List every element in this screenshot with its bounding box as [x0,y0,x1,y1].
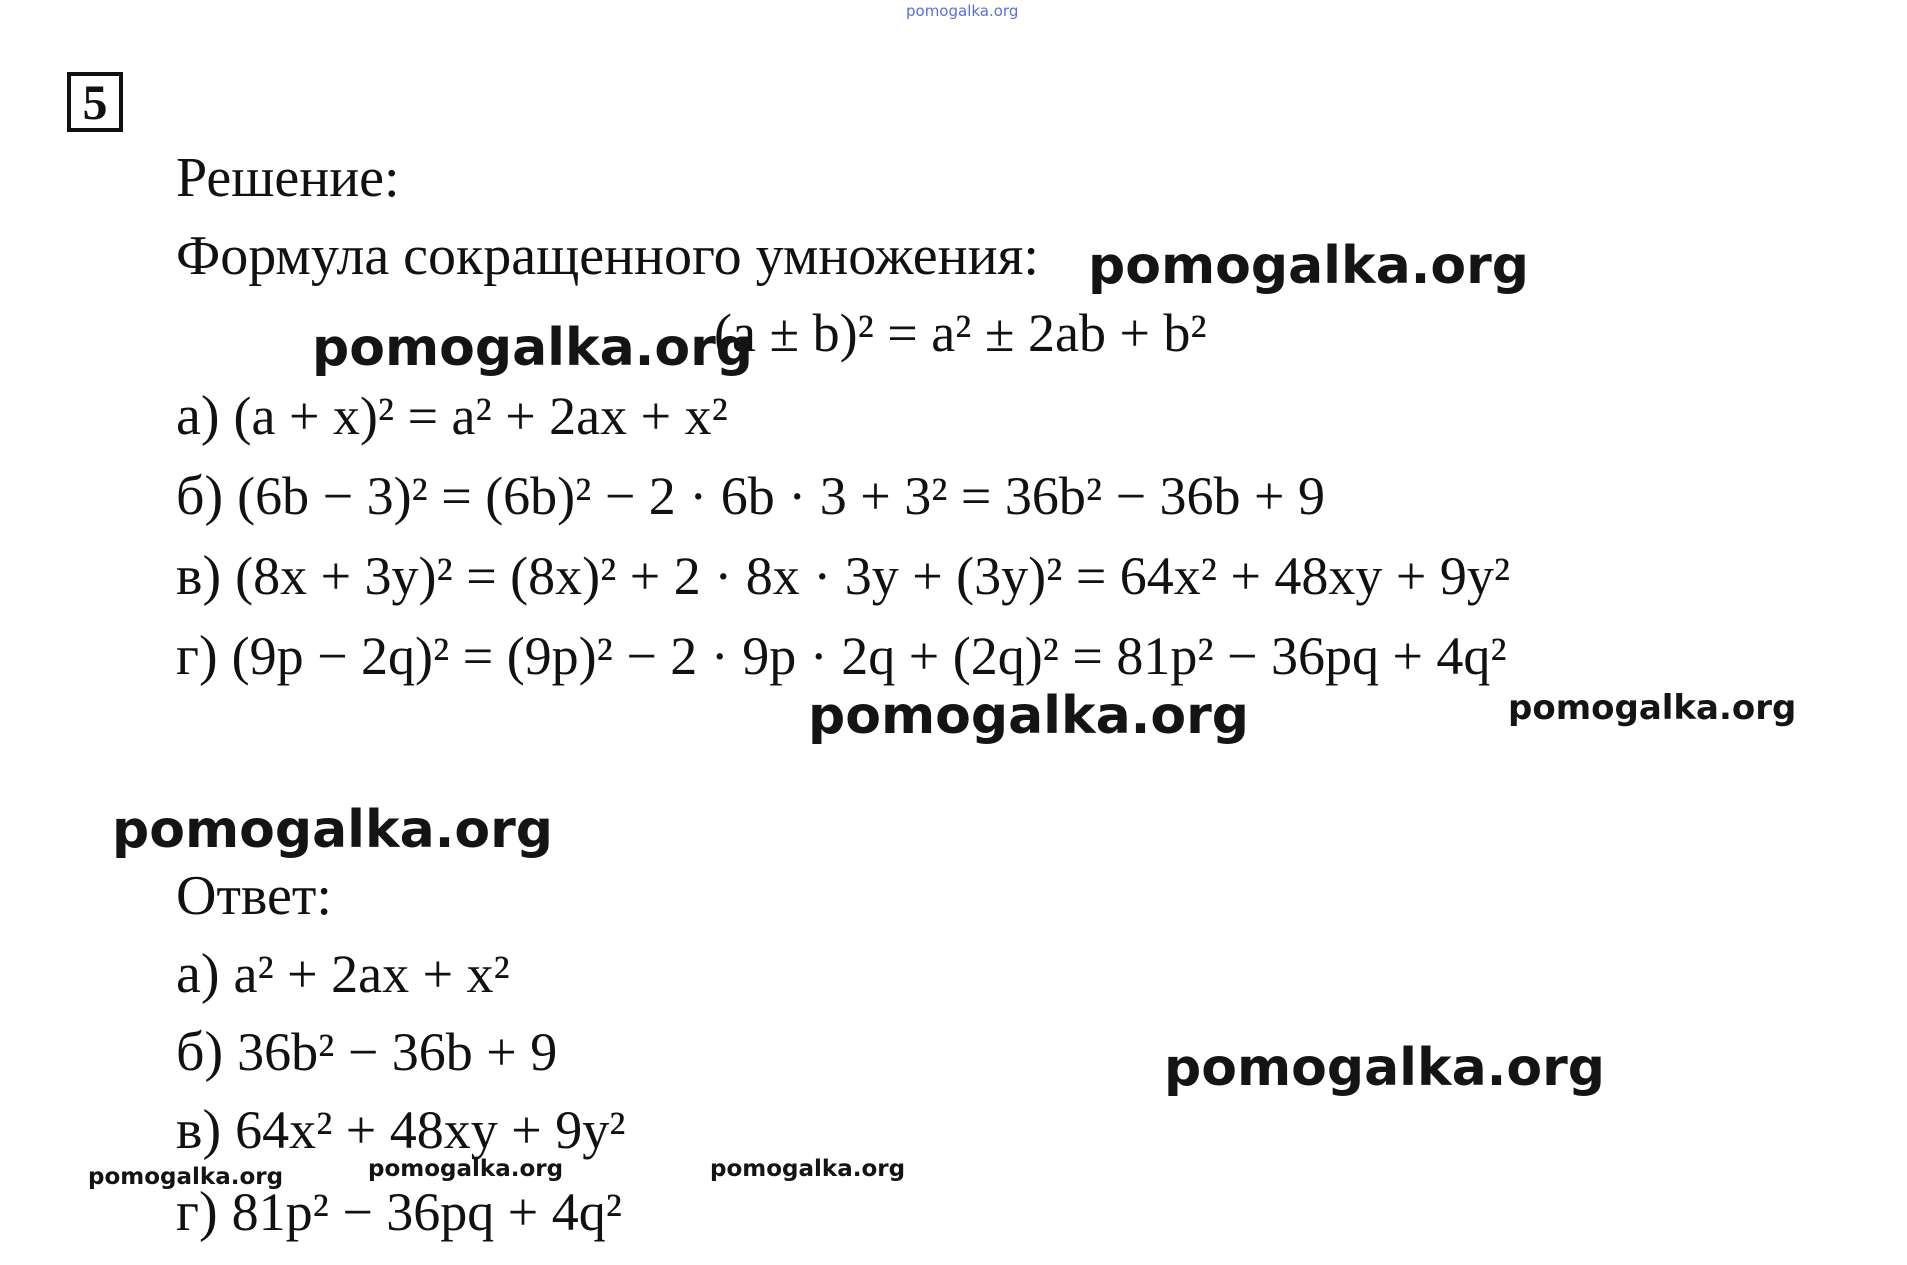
item-expression: (a + x)² = a² + 2ax + x² [233,386,728,446]
answer-expression: a² + 2ax + x² [233,944,510,1004]
watermark: pomogalka.org [1508,688,1797,728]
answer-prefix: г) [176,1181,218,1243]
answer-expression: 36b² − 36b + 9 [237,1022,558,1082]
item-expression: (6b − 3)² = (6b)² − 2 · 6b · 3 + 3² = 36b² − 36b + 9 [237,466,1325,526]
watermark: pomogalka.org [1164,1038,1606,1098]
watermark-top: pomogalka.org [906,2,1019,20]
solution-item-d [176,624,1507,688]
item-prefix: а) [176,385,220,447]
watermark: pomogalka.org [1088,236,1530,296]
answer-prefix: в) [176,1099,222,1161]
watermark: pomogalka.org [112,800,554,860]
answer-prefix: а) [176,943,220,1005]
watermark: pomogalka.org [312,318,754,378]
answer-expression: 64x² + 48xy + 9y² [235,1100,626,1160]
watermark: pomogalka.org [710,1156,906,1182]
answer-item-a [176,942,510,1006]
item-prefix: г) [176,625,218,687]
watermark: pomogalka.org [88,1164,284,1190]
answer-label: Ответ: [176,865,332,927]
item-prefix: в) [176,545,222,607]
solution-item-c [176,544,1510,608]
task-number: 5 [67,72,123,132]
item-prefix: б) [176,465,224,527]
item-expression: (9p − 2q)² = (9p)² − 2 · 9p · 2q + (2q)² = 81p² − 36pq + 4q² [231,626,1507,686]
watermark: pomogalka.org [368,1156,564,1182]
answer-item-b [176,1020,557,1084]
answer-expression: 81p² − 36pq + 4q² [231,1182,622,1242]
watermark: pomogalka.org [808,686,1250,746]
answer-prefix: б) [176,1021,224,1083]
item-expression: (8x + 3y)² = (8x)² + 2 · 8x · 3y + (3y)² = 64x² + 48xy + 9y² [235,546,1511,606]
formula-intro: Формула сокращенного умножения: [176,225,1039,287]
answer-item-c [176,1098,625,1162]
solution-item-b [176,464,1325,528]
solution-label: Решение: [176,147,400,209]
answer-item-d [176,1180,622,1244]
solution-item-a [176,384,728,448]
formula: (a ± b)² = a² ± 2ab + b² [714,303,1207,363]
